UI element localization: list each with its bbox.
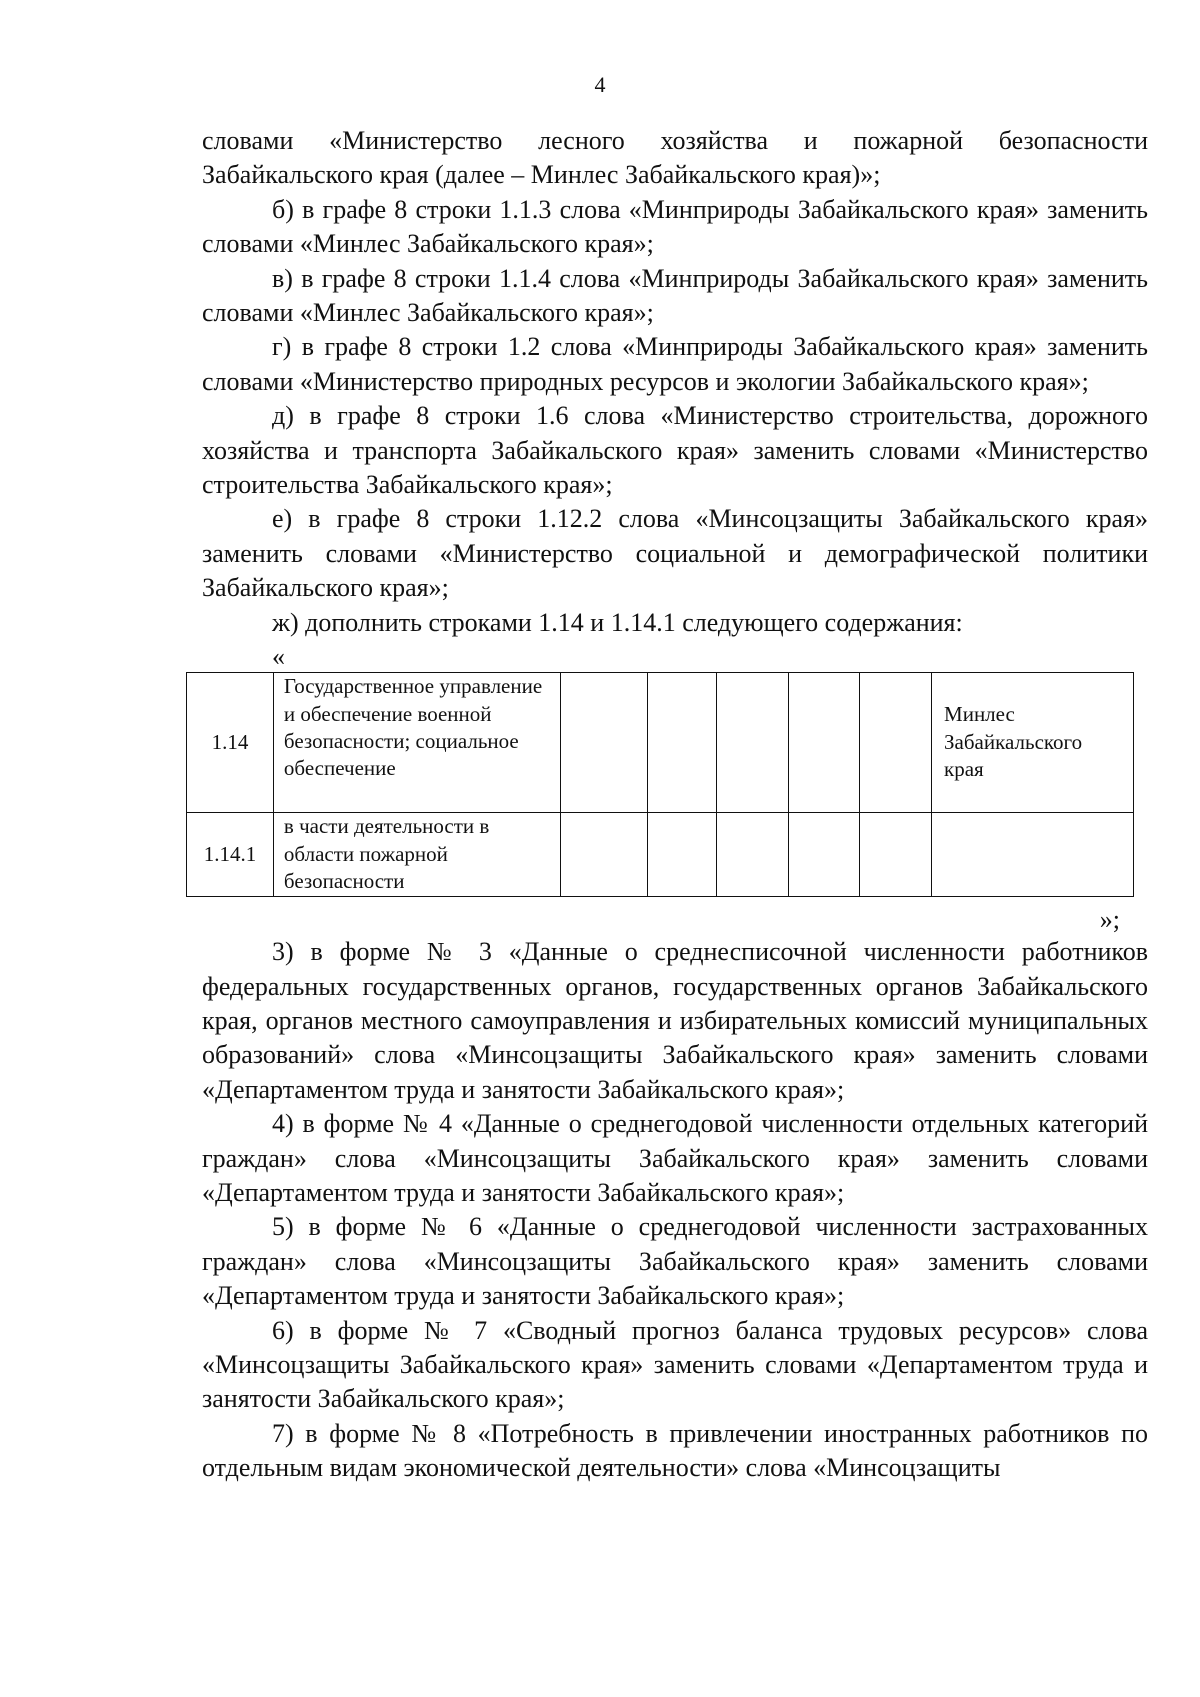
row-name: в части деятельности в области пожарной безопасности (273, 813, 560, 897)
quote-close-mark: »; (1099, 905, 1120, 935)
table-row (187, 673, 1134, 813)
paragraph-item-7: 7) в форме № 8 «Потребность в привлечении иностранных работников по отдельным видам экономической деятельности» слова «Минсоцзащиты (202, 1418, 1148, 1483)
paragraph-item-v: в) в графе 8 строки 1.1.4 слова «Минприроды Забайкальского края» заменить словами «Минлес Забайкальского края»; (202, 263, 1148, 328)
row-executor: Минлес Забайкальского края (932, 673, 1134, 813)
quote-open-mark: « (272, 642, 285, 672)
row-executor (932, 813, 1134, 897)
table-row (187, 813, 1134, 897)
paragraph-item-zh: ж) дополнить строками 1.14 и 1.14.1 следующего содержания: (272, 607, 963, 637)
page-number: 4 (594, 72, 606, 97)
inserted-rows-table (186, 672, 1134, 897)
row-number: 1.14.1 (187, 813, 274, 897)
empty-cell (860, 673, 932, 813)
paragraph-item-e: е) в графе 8 строки 1.12.2 слова «Минсоцзащиты Забайкальского края» заменить словами «Министерство социальной и демографической политики Забайкальского края»; (202, 504, 1148, 603)
empty-cell (789, 813, 860, 897)
row-number: 1.14 (187, 673, 274, 813)
empty-cell (647, 813, 717, 897)
paragraph-item-d: д) в графе 8 строки 1.6 слова «Министерство строительства, дорожного хозяйства и транспорта Забайкальского края» заменить словами «Министерство строительства Забайкальского края»; (202, 401, 1148, 500)
paragraph-continuation: словами «Министерство лесного хозяйства и пожарной безопасности Забайкальского края (далее – Минлес Забайкальского края)»; (202, 126, 1148, 190)
paragraph-item-5: 5) в форме № 6 «Данные о среднегодовой численности застрахованных граждан» слова «Минсоцзащиты Забайкальского края» заменить словами «Департаментом труда и занятости Забайкальского края»; (202, 1212, 1148, 1311)
empty-cell (560, 813, 647, 897)
empty-cell (789, 673, 860, 813)
empty-cell (717, 673, 789, 813)
empty-cell (717, 813, 789, 897)
paragraph-item-4: 4) в форме № 4 «Данные о среднегодовой численности отдельных категорий граждан» слова «Минсоцзащиты Забайкальского края» заменить словами «Департаментом труда и занятости Забайкальского края»; (202, 1109, 1148, 1207)
empty-cell (860, 813, 932, 897)
document-body (202, 124, 1148, 1486)
empty-cell (560, 673, 647, 813)
paragraph-item-3: 3) в форме № 3 «Данные о среднесписочной численности работников федеральных государственных органов, государственных органов Забайкальского края, органов местного самоуправления и избирательных комиссий муниципальных образований» слова «Минсоцзащиты Забайкальского края» заменить словами «Департаментом труда и занятости Забайкальского края»; (202, 937, 1148, 1104)
paragraph-item-g: г) в графе 8 строки 1.2 слова «Минприроды Забайкальского края» заменить словами «Министерство природных ресурсов и экологии Забайкальского края»; (202, 332, 1148, 396)
row-name: Государственное управление и обеспечение военной безопасности; социальное обеспечение (273, 673, 560, 813)
paragraph-item-b: б) в графе 8 строки 1.1.3 слова «Минприроды Забайкальского края» заменить словами «Минлес Забайкальского края»; (202, 194, 1148, 259)
paragraph-item-6: 6) в форме № 7 «Сводный прогноз баланса трудовых ресурсов» слова «Минсоцзащиты Забайкальского края» заменить словами «Департаментом труда и занятости Забайкальского края»; (202, 1315, 1148, 1414)
empty-cell (647, 673, 717, 813)
